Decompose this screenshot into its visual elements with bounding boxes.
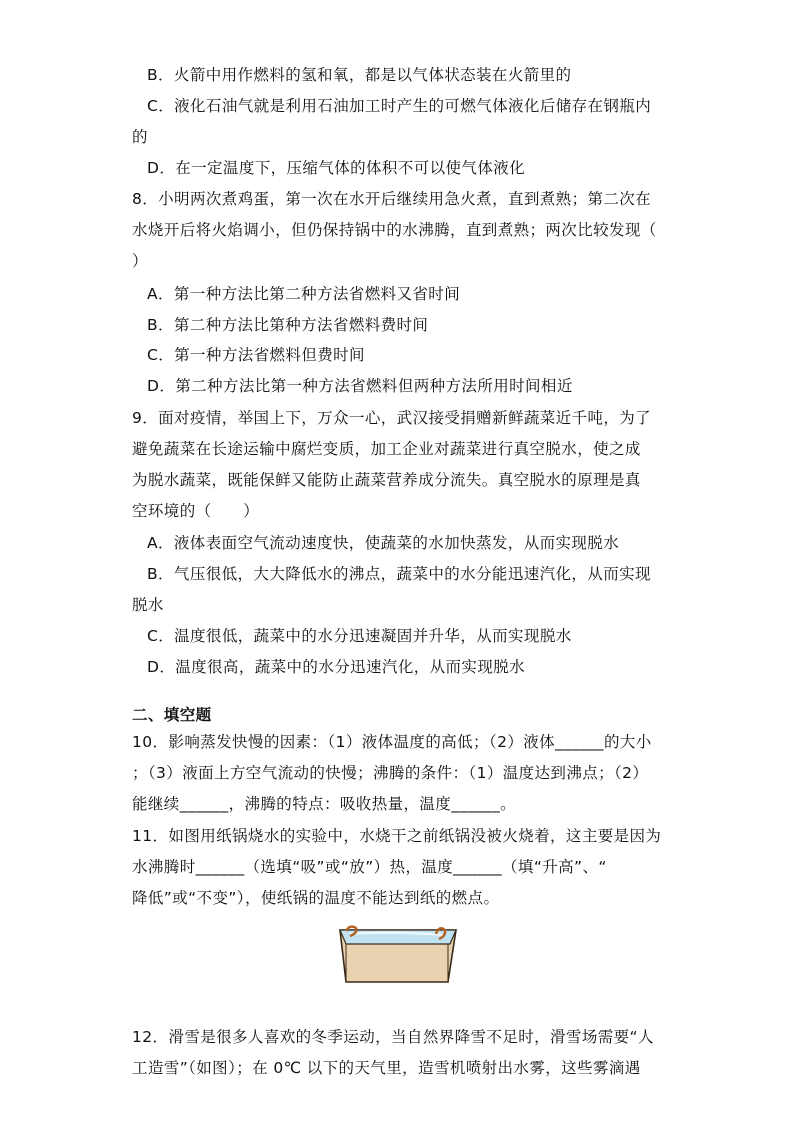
q12-line2: 工造雪”（如图）；在 0℃ 以下的天气里，造雪机喷射出水雾，这些雾滴遇	[132, 1059, 641, 1077]
q7-option-d: D．在一定温度下，压缩气体的体积不可以使气体液化	[147, 159, 526, 177]
q10-line2: ；（3）液面上方空气流动的快慢；沸腾的条件：（1）温度达到沸点；（2）	[132, 764, 649, 782]
q9-option-d: D．温度很高，蔬菜中的水分迅速汽化，从而实现脱水	[147, 658, 526, 676]
q8-stem-line1: 8．小明两次煮鸡蛋，第一次在水开后继续用急火煮，直到煮熟；第二次在	[132, 190, 652, 208]
q7-option-c-cont: 的	[132, 128, 148, 146]
q9-option-c: C．温度很低，蔬菜中的水分迅速凝固并升华，从而实现脱水	[147, 627, 572, 645]
q9-option-a: A．液体表面空气流动速度快，使蔬菜的水加快蒸发，从而实现脱水	[147, 534, 620, 552]
q9-stem-line2: 避免蔬菜在长途运输中腐烂变质，加工企业对蔬菜进行真空脱水，使之成	[132, 440, 641, 458]
q8-option-c: C．第一种方法省燃料但费时间	[147, 346, 365, 364]
q9-option-b: B．气压很低，大大降低水的沸点，蔬菜中的水分能迅速汽化，从而实现	[147, 565, 651, 583]
q11-line1: 11．如图用纸锅烧水的实验中，水烧干之前纸锅没被火烧着，这主要是因为	[132, 827, 662, 845]
q12-line1: 12．滑雪是很多人喜欢的冬季运动，当自然界降雪不足时，滑雪场需要“人	[132, 1028, 654, 1046]
q7-option-c: C．液化石油气就是利用石油加工时产生的可燃气体液化后储存在钢瓶内	[147, 97, 652, 115]
q10-line1: 10．影响蒸发快慢的因素：（1）液体温度的高低；（2）液体______的大小	[132, 733, 652, 751]
q11-line3: 降低”或“不变”），使纸锅的温度不能达到纸的燃点。	[132, 889, 500, 907]
q9-stem-line3: 为脱水蔬菜，既能保鲜又能防止蔬菜营养成分流失。真空脱水的原理是真	[132, 471, 641, 489]
q8-stem-line3: ）	[132, 252, 148, 270]
section-heading-fill-in: 二、填空题	[132, 706, 212, 724]
q7-option-b: B．火箭中用作燃料的氢和氧，都是以气体状态装在火箭里的	[147, 66, 572, 84]
q9-stem-line4: 空环境的（ ）	[132, 502, 260, 520]
q9-stem-line1: 9．面对疫情，举国上下，万众一心，武汉接受捐赠新鲜蔬菜近千吨，为了	[132, 409, 652, 427]
q9-option-b-cont: 脱水	[132, 596, 164, 614]
q10-line3: 能继续______，沸腾的特点：吸收热量，温度______。	[132, 795, 517, 813]
q8-option-a: A．第一种方法比第二种方法省燃料又省时间	[147, 285, 461, 303]
q8-option-b: B．第二种方法比第种方法省燃料费时间	[147, 316, 429, 334]
q8-stem-line2: 水烧开后将火焰调小，但仍保持锅中的水沸腾，直到煮熟；两次比较发现（	[132, 221, 657, 239]
paper-pot-illustration	[340, 927, 456, 982]
q8-option-d: D．第二种方法比第一种方法省燃料但两种方法所用时间相近	[147, 377, 573, 395]
q11-line2: 水沸腾时______（选填“吸”或“放”）热，温度______（填“升高”、“	[132, 858, 607, 876]
paper-pot-figure	[332, 922, 462, 986]
